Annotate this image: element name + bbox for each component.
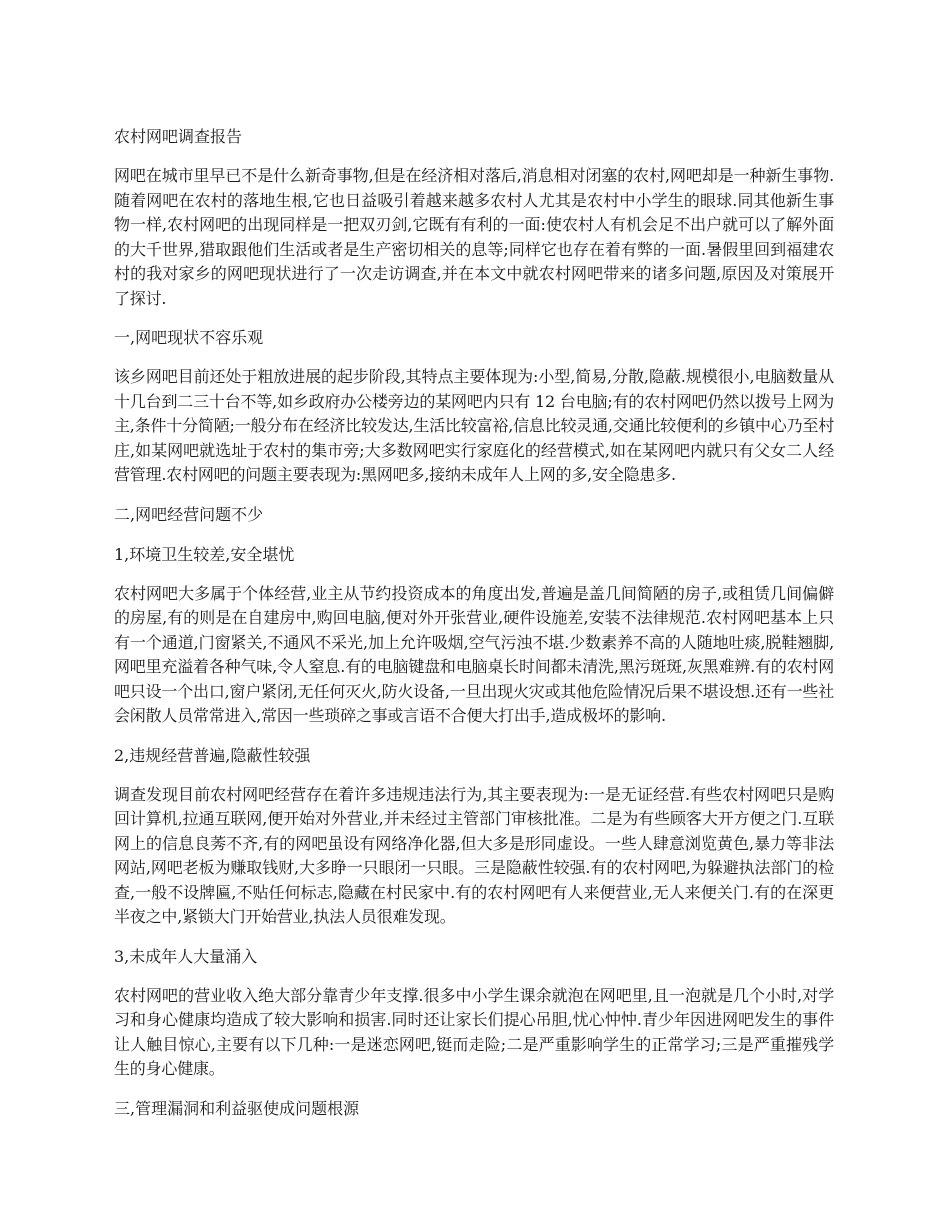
section3-heading: 三,管理漏洞和利益驱使成问题根源	[114, 1098, 360, 1118]
subsection3-heading: 3,未成年人大量涌入	[114, 946, 258, 966]
subsection1-heading: 1,环境卫生较差,安全堪忧	[114, 544, 295, 564]
section1-heading: 一,网吧现状不容乐观	[114, 328, 264, 347]
subsection2-heading: 2,违规经营普遍,隐蔽性较强	[114, 745, 311, 765]
section2-heading: 二,网吧经营问题不少	[114, 504, 264, 524]
subsection1-paragraph: 农村网吧大多属于个体经营,业主从节约投资成本的角度出发,普遍是盖几间简陋的房子,或租赁几间偏僻的房屋,有的则是在自建房中,购回电脑,便对外开张营业,硬件设施差,安装不法律规范.农村网吧基本上只有一个通道,门窗紧关,不通风不采光,加上允许吸烟,空气污浊不堪.少数素养不高的人随地吐痰,脱鞋翘脚,网吧里充溢着各种气味,令人窒息.有的电脑键盘和电脑桌长时间都未清洗,黑污斑斑,灰黑难辨.有的农村网吧只设一个出口,窗户紧闭,无任何灭火,防火设备,一旦出现火灾或其他危险情况后果不堪设想.还有一些社会闲散人员常常进入,常因一些琐碎之事或言语不合便大打出手,造成极坏的影响.	[114, 583, 834, 725]
subsection2-paragraph: 调查发现目前农村网吧经营存在着许多违规违法行为,其主要表现为:一是无证经营.有些农村网吧只是购回计算机,拉通互联网,便开始对外营业,并未经过主管部门审核批准。二是为有些顾客大开方便之门.互联网上的信息良莠不齐,有的网吧虽设有网络净化器,但大多是形同虚设。一些人肆意浏览黄色,暴力等非法网站,网吧老板为赚取钱财,大多睁一只眼闭一只眼。三是隐蔽性较强.有的农村网吧,为躲避执法部门的检查,一般不设牌匾,不贴任何标志,隐藏在村民家中.有的农村网吧有人来便营业,无人来便关门.有的在深更半夜之中,紧锁大门开始营业,执法人员很难发现。	[114, 784, 834, 926]
document-title: 农村网吧调查报告	[114, 127, 243, 146]
subsection3-paragraph: 农村网吧的营业收入绝大部分靠青少年支撑.很多中小学生课余就泡在网吧里,且一泡就是几个小时,对学习和身心健康均造成了较大影响和损害.同时还让家长们提心吊胆,忧心忡忡.青少年因进网吧发生的事件让人触目惊心,主要有以下几种:一是迷恋网吧,铤而走险;二是严重影响学生的正常学习;三是严重摧残学生的身心健康。	[114, 985, 834, 1078]
document-page	[114, 124, 834, 1136]
section1-paragraph: 该乡网吧目前还处于粗放进展的起步阶段,其特点主要体现为:小型,简易,分散,隐蔽.规模很小,电脑数量从十几台到二三十台不等,如乡政府办公楼旁边的某网吧内只有 12 台电脑;有的农村网吧仍然以拨号上网为主,条件十分简陋;一般分布在经济比较发达,生活比较富裕,信息比较灵通,交通比较便利的乡镇中心乃至村庄,如某网吧就选址于农村的集市旁;大多数网吧实行家庭化的经营模式,如在某网吧内就只有父女二人经营管理.农村网吧的问题主要表现为:黑网吧多,接纳未成年人上网的多,安全隐患多.	[114, 367, 834, 484]
intro-paragraph: 网吧在城市里早已不是什么新奇事物,但是在经济相对落后,消息相对闭塞的农村,网吧却是一种新生事物.随着网吧在农村的落地生根,它也日益吸引着越来越多农村人尤其是农村中小学生的眼球.同其他新生事物一样,农村网吧的出现同样是一把双刃剑,它既有有利的一面:使农村人有机会足不出户就可以了解外面的大千世界,猎取跟他们生活或者是生产密切相关的息等;同样它也存在着有弊的一面.暑假里回到福建农村的我对家乡的网吧现状进行了一次走访调查,并在本文中就农村网吧带来的诸多问题,原因及对策展开了探讨.	[114, 166, 834, 308]
